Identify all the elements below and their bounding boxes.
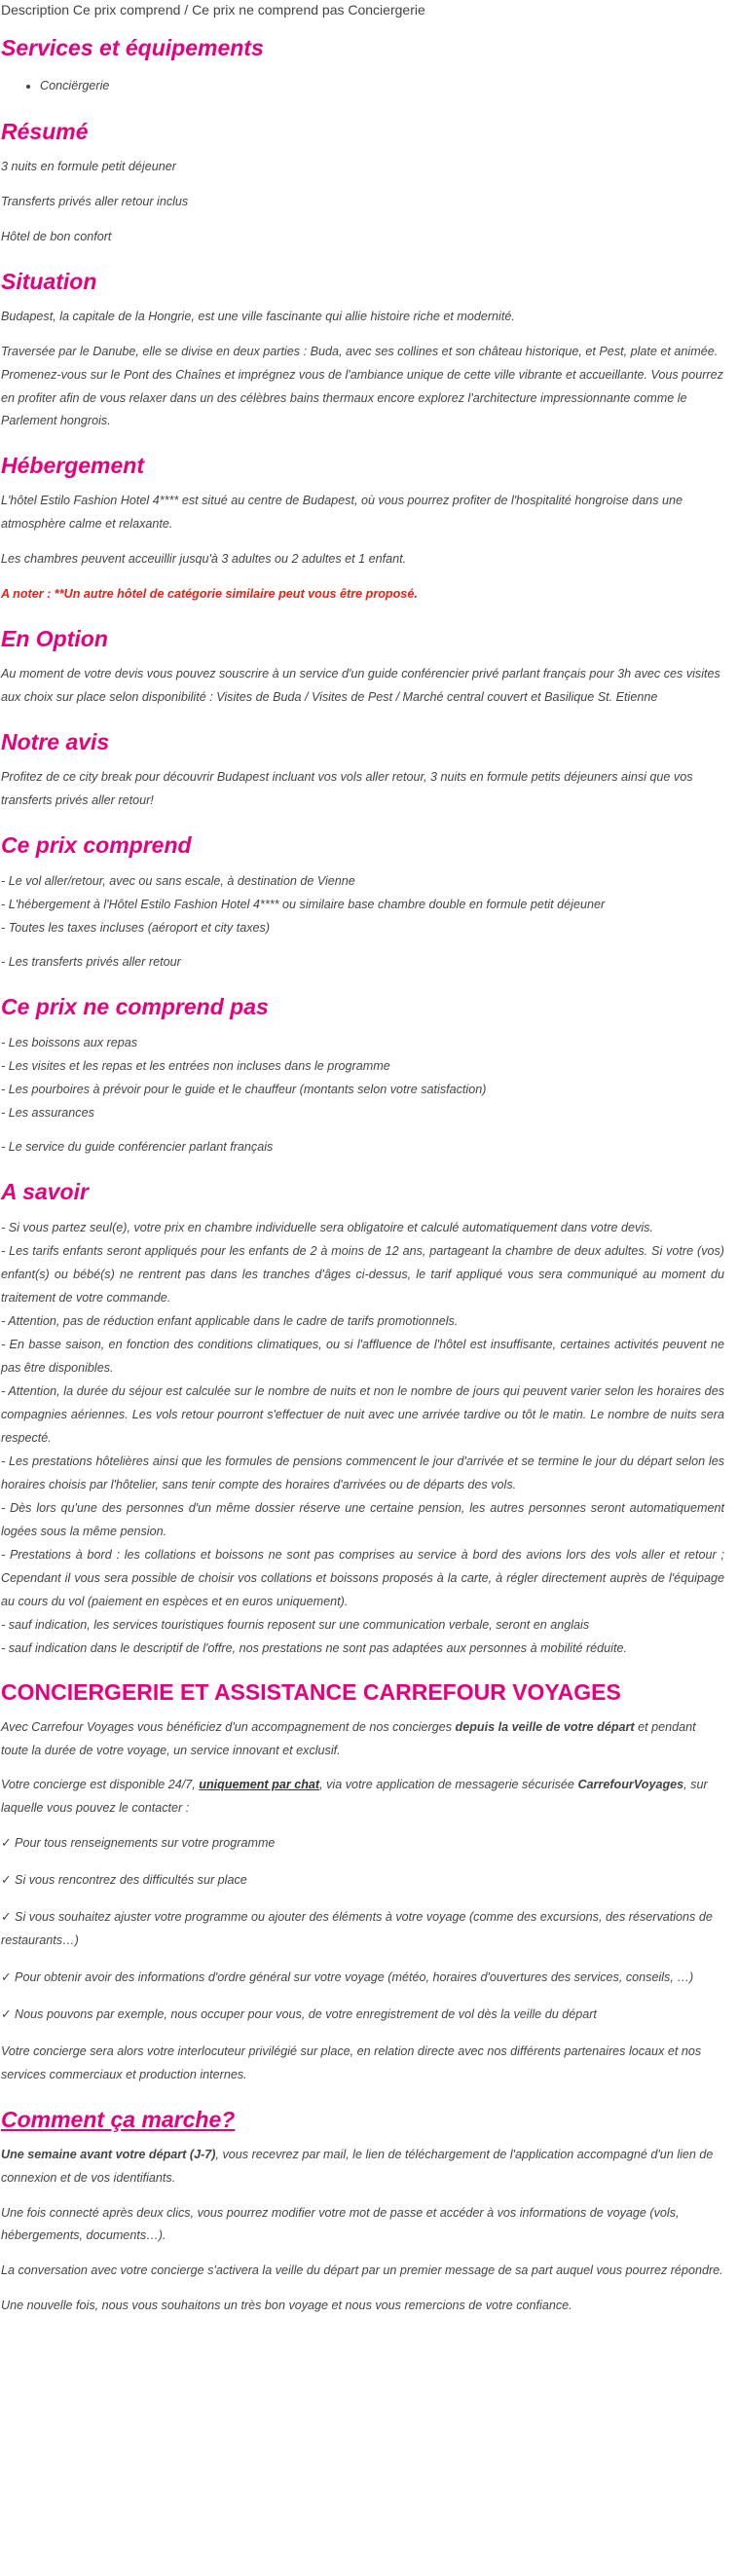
avis-section: [1, 727, 724, 813]
comprend-extra: - Les transferts privés aller retour: [1, 954, 181, 969]
conciergerie-title: CONCIERGERIE ET ASSISTANCE CARREFOUR VOYAGES: [1, 1678, 621, 1705]
situation-section: [1, 267, 724, 434]
check-item: ✓ Pour tous renseignements sur votre programme: [1, 1836, 276, 1851]
comprend-title: Ce prix comprend: [1, 831, 192, 858]
a-savoir-section: [1, 1177, 724, 1660]
resume-line: 3 nuits en formule petit déjeuner: [1, 160, 176, 173]
a-savoir-line: - sauf indication, les services touristiques fournis reposent sur une communication verbale, seront en anglais: [1, 1617, 590, 1632]
ne-comprend-title: Ce prix ne comprend pas: [1, 993, 269, 1019]
ne-comprend-line: - Les boissons aux repas: [1, 1035, 138, 1049]
availability-text: Votre concierge est disponible 24/7,: [1, 1778, 200, 1792]
a-savoir-line: - Les prestations hôtelières ainsi que les formules de pensions commencent le jour d'arrivée et se termine le jour du départ selon les horaires choisis par l'hôtelier, sans tenir compte des horaires d'arrivées ou de départs des vols.: [1, 1454, 724, 1491]
situation-title: Situation: [1, 268, 97, 294]
comprend-line: - L'hébergement à l'Hôtel Estilo Fashion Hotel 4**** ou similaire base chambre double en formule petit déjeuner: [1, 897, 606, 911]
avis-title: Notre avis: [1, 728, 110, 754]
a-savoir-title: A savoir: [1, 1178, 89, 1204]
resume-line: Transferts privés aller retour inclus: [1, 194, 189, 208]
hebergement-section: [1, 451, 724, 607]
comprend-line: - Le vol aller/retour, avec ou sans escale, à destination de Vienne: [1, 873, 355, 888]
a-savoir-line: - Attention, la durée du séjour est calculée sur le nombre de nuits et non le nombre de jours qui peuvent varier selon les horaires des compagnies aériennes. Les vols retour pourront s'effectuer de nuit avec une arrivée tardive ou tôt le matin. Le nombre de nuits sera respecté.: [1, 1383, 724, 1445]
a-savoir-line: - Les tarifs enfants seront appliqués pour les enfants de 2 à moins de 12 ans, partageant la chambre de deux adultes. Si votre (vos) enfant(s) ou bébé(s) ne rentrent pas dans les tranches d'âges ci-dessus, le tarif appliqué vous sera communiqué au moment du traitement de votre commande.: [1, 1243, 724, 1305]
conciergerie-section: [1, 1677, 724, 2087]
check-item: ✓ Si vous souhaitez ajuster votre programme ou ajouter des éléments à votre voyage (comme des excursions, des réservations de restaurants…): [1, 1910, 713, 1948]
comprend-section: [1, 830, 724, 975]
resume-title: Résumé: [1, 119, 89, 144]
comment-paragraph: La conversation avec votre concierge s'activera la veille du départ par un premier message de sa part auquel vous pourrez répondre.: [1, 2263, 723, 2278]
a-savoir-line: - sauf indication dans le descriptif de l'offre, nos prestations ne sont pas adaptées aux personnes à mobilité réduite.: [1, 1640, 627, 1655]
services-section: [1, 33, 724, 99]
ne-comprend-list: [1, 1031, 724, 1124]
comment-text: , vous recevrez par mail, le lien de téléchargement de l'application accompagné d'un lien de connexion et de vos identifiants.: [1, 2147, 714, 2185]
check-item: ✓ Nous pouvons par exemple, nous occuper pour vous, de votre enregistrement de vol dès la veille du départ: [1, 2006, 597, 2021]
a-savoir-line: - En basse saison, en fonction des conditions climatiques, ou si l'affluence de l'hôtel est insuffisante, certaines activités peuvent ne pas être disponibles.: [1, 1337, 724, 1375]
check-item: ✓ Pour obtenir avoir des informations d'ordre général sur votre voyage (météo, horaires d'ouvertures des services, conseils, …): [1, 1969, 694, 1984]
avis-paragraph: Profitez de ce city break pour découvrir Budapest incluant vos vols aller retour, 3 nuits en formule petits déjeuners ainsi que vos transferts privés aller retour!: [1, 769, 693, 807]
a-savoir-line: - Dès lors qu'une des personnes d'un même dossier réserve une certaine pension, les autres personnes seront automatiquement logées sous la même pension.: [1, 1500, 724, 1538]
comment-paragraph: [1, 2144, 724, 2190]
option-paragraph: Au moment de votre devis vous pouvez souscrire à un service d'un guide conférencier privé parlant français pour 3h avec ces visites aux choix sur place selon disponibilité : Visites de Buda / Visites de Pest / Marché central couvert et Basilique St. Etienne: [1, 667, 720, 704]
ne-comprend-line: - Les assurances: [1, 1105, 94, 1120]
conciergerie-outro: Votre concierge sera alors votre interlocuteur privilégié sur place, en relation directe avec nos différents partenaires locaux et nos services commerciaux et production internes.: [1, 2043, 702, 2081]
service-item: • Conciërgerie: [40, 72, 724, 99]
availability-text-mid: , via votre application de messagerie sécurisée: [319, 1778, 578, 1792]
conciergerie-intro-text: Avec Carrefour Voyages vous bénéficiez d'un accompagnement de nos concierges: [1, 1719, 456, 1734]
comment-section: [1, 2105, 724, 2319]
conciergerie-availability: [1, 1774, 724, 1821]
conciergerie-intro: [1, 1716, 724, 1763]
comment-bold: Une semaine avant votre départ (J-7): [1, 2147, 216, 2161]
services-title: Services et équipements: [1, 35, 264, 60]
tabs-line: Description Ce prix comprend / Ce prix ne comprend pas Conciergerie: [1, 2, 425, 18]
situation-paragraph: Traversée par le Danube, elle se divise en deux parties : Buda, avec ses collines et son château historique, et Pest, plate et animée. Promenez-vous sur le Pont des Chaînes et imprégnez vous de l'ambiance unique de cette ville vibrante et accueillante. Vous pourrez en profiter afin de vous relaxer dans un des célèbres bains thermaux encore explorez l'architecture impressionnante comme le Parlement hongrois.: [1, 344, 723, 428]
hebergement-title: Hébergement: [1, 453, 144, 479]
ne-comprend-extra: - Le service du guide conférencier parlant français: [1, 1139, 274, 1154]
hebergement-note: A noter : **Un autre hôtel de catégorie similaire peut vous être proposé.: [1, 587, 418, 602]
availability-text-end: , sur laquelle vous pouvez le contacter :: [1, 1778, 708, 1816]
a-savoir-list: [1, 1216, 724, 1660]
conciergerie-intro-text-end: et pendant toute la durée de votre voyage, un service innovant et exclusif.: [1, 1719, 696, 1757]
chat-link[interactable]: uniquement par chat: [199, 1778, 320, 1792]
app-name: CarrefourVoyages: [577, 1778, 684, 1792]
comprend-line: - Toutes les taxes incluses (aéroport et city taxes): [1, 920, 271, 935]
hebergement-paragraph: L'hôtel Estilo Fashion Hotel 4**** est situé au centre de Budapest, où vous pourrez profiter de l'hospitalité hongroise dans une atmosphère calme et relaxante.: [1, 494, 683, 532]
services-list: [1, 72, 724, 99]
comment-paragraph: Une nouvelle fois, nous vous souhaitons un très bon voyage et nous vous remercions de votre confiance.: [1, 2299, 572, 2313]
ne-comprend-line: - Les pourboires à prévoir pour le guide et le chauffeur (montants selon votre satisfaction): [1, 1082, 487, 1096]
a-savoir-line: - Si vous partez seul(e), votre prix en chambre individuelle sera obligatoire et calculé automatiquement dans votre devis.: [1, 1220, 653, 1234]
ne-comprend-section: [1, 992, 724, 1159]
comment-title: Comment ça marche?: [1, 2106, 236, 2132]
situation-paragraph: Budapest, la capitale de la Hongrie, est une ville fascinante qui allie histoire riche et modernité.: [1, 309, 515, 323]
option-title: En Option: [1, 626, 108, 652]
option-section: [1, 624, 724, 710]
comprend-list: [1, 869, 724, 939]
a-savoir-line: - Prestations à bord : les collations et boissons ne sont pas comprises au service à bord des avions lors des vols aller et retour ; Cependant il vous sera possible de choisir vos collations et boissons proposés à la carte, à régler directement auprès de l'équipage au cours du vol (paiement en espèces et en euros uniquement).: [1, 1547, 724, 1608]
hebergement-paragraph: Les chambres peuvent acceuillir jusqu'à 3 adultes ou 2 adultes et 1 enfant.: [1, 552, 407, 567]
ne-comprend-line: - Les visites et les repas et les entrées non incluses dans le programme: [1, 1058, 390, 1073]
comment-paragraph: Une fois connecté après deux clics, vous pourrez modifier votre mot de passe et accéder à vos informations de voyage (vols, hébergements, documents…).: [1, 2205, 680, 2243]
resume-line: Hôtel de bon confort: [1, 229, 112, 243]
resume-section: [1, 117, 724, 249]
check-item: ✓ Si vous rencontrez des difficultés sur place: [1, 1873, 247, 1888]
a-savoir-line: - Attention, pas de réduction enfant applicable dans le cadre de tarifs promotionnels.: [1, 1313, 459, 1328]
conciergerie-intro-bold: depuis la veille de votre départ: [455, 1719, 635, 1734]
